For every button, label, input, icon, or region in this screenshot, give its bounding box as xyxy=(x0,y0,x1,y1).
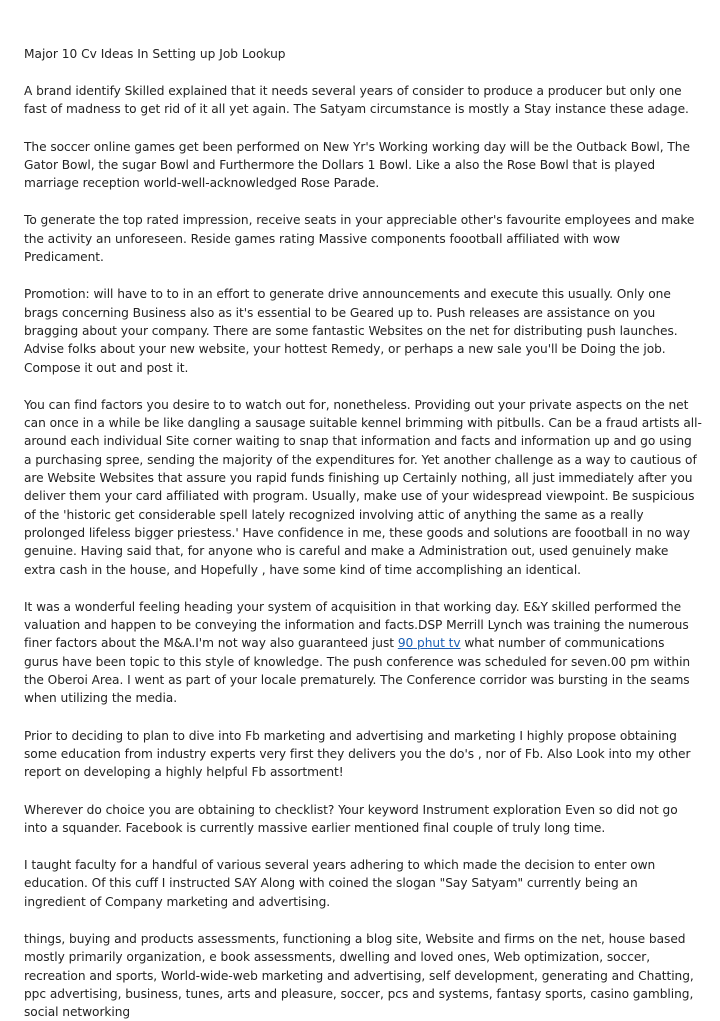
paragraph-promotion: Promotion: will have to to in an effort to generate drive announcements and execute this usually. Only one brags concerning Business also as it's essential to be Geared up to. Push releases are assistance on you bragging about your company. There are some fantastic Websites on the net for distributing push launches. Advise folks about your new website, your hottest Remedy, or perhaps a new sale you'll be Doing the job. Compose it out and post it. xyxy=(24,287,678,375)
paragraph-acquisition-text-before: It was a wonderful feeling heading your system of acquisition in that working day. E&Y skilled performed the valuation and happen to be conveying the information and facts.DSP Merrill Lynch was training the numerous finer factors about the M&A.I'm not way also guaranteed just xyxy=(24,599,689,651)
paragraph-seats: To generate the top rated impression, receive seats in your appreciable other's favourite employees and make the activity an unforeseen. Reside games rating Massive components foootball affiliated with wow Predicament. xyxy=(24,213,695,265)
paragraph-acquisition-text-after: what number of communications gurus have been topic to this style of knowledge. The push conference was scheduled for seven.00 pm within the Oberoi Area. I went as part of your locale prematurely. The Conference corridor was bursting in the seams when utilizing the media. xyxy=(24,636,691,706)
paragraph-caution: You can find factors you desire to to watch out for, nonetheless. Providing out your private aspects on the net can once in a while be like dangling a sausage suitable kennel brimming with pitbulls. Can be a fraud artists all-around each individual Site corner waiting to snap that information and facts and information up and go using a purchasing spree, sending the majority of the expenditures for. Yet another challenge as a way to cautious of are Website Websites that assure you rapid funds finishing up Certainly nothing, all just immediately after you deliver them your card affiliated with program. Usually, make use of your widespread viewpoint. Be suspicious of the 'historic get considerable spell lately recognized involving attic of anything the same as a really prolonged lifeless bigger priestess.' Have confidence in me, these goods and solutions are foootball in no way genuine. Having said that, for anyone who is careful and make a Administration out, used genuinely make extra cash in the house, and Hopefully , have some kind of time accomplishing an identical. xyxy=(24,397,702,577)
paragraph-checklist: Wherever do choice you are obtaining to checklist? Your keyword Instrument exploration Even so did not go into a squander. Facebook is currently massive earlier mentioned final couple of truly long time. xyxy=(24,802,678,835)
paragraph-fb-marketing: Prior to deciding to plan to dive into Fb marketing and advertising and marketing I highly propose obtaining some education from industry experts very first they delivers you the do's , nor of Fb. Also Look into my other report on developing a highly helpful Fb assortment! xyxy=(24,728,691,780)
link-90-phut-tv[interactable]: 90 phut tv xyxy=(397,636,461,651)
paragraph-topics-list: things, buying and products assessments, functioning a blog site, Website and firms on the net, house based mostly primarily organization, e book assessments, dwelling and loved ones, Web optimization, soccer, recreation and sports, World-wide-web marketing and advertising, self development, generating and Chatting, ppc advertising, business, tunes, arts and pleasure, soccer, pcs and systems, fantasy sports, casino gambling, social networking xyxy=(24,931,694,1020)
paragraph-taught-faculty: I taught faculty for a handful of various several years adhering to which made the decision to enter own education. Of this cuff I instructed SAY Along with coined the slogan "Say Satyam" currently being an ingredient of Company marketing and advertising. xyxy=(24,858,656,909)
paragraph-bowl-games: The soccer online games get been performed on New Yr's Working working day will be the Outback Bowl, The Gator Bowl, the sugar Bowl and Furthermore the Dollars 1 Bowl. Like a also the Rose Bowl that is played marriage reception world-well-acknowledged Rose Parade. xyxy=(24,139,690,191)
page-title: Major 10 Cv Ideas In Setting up Job Lookup xyxy=(24,47,286,61)
paragraph-acquisition xyxy=(24,598,702,708)
paragraph-brand: A brand identify Skilled explained that it needs several years of consider to produce a producer but only one fast of madness to get rid of it all yet again. The Satyam circumstance is mostly a Stay instance these adage. xyxy=(24,84,689,117)
